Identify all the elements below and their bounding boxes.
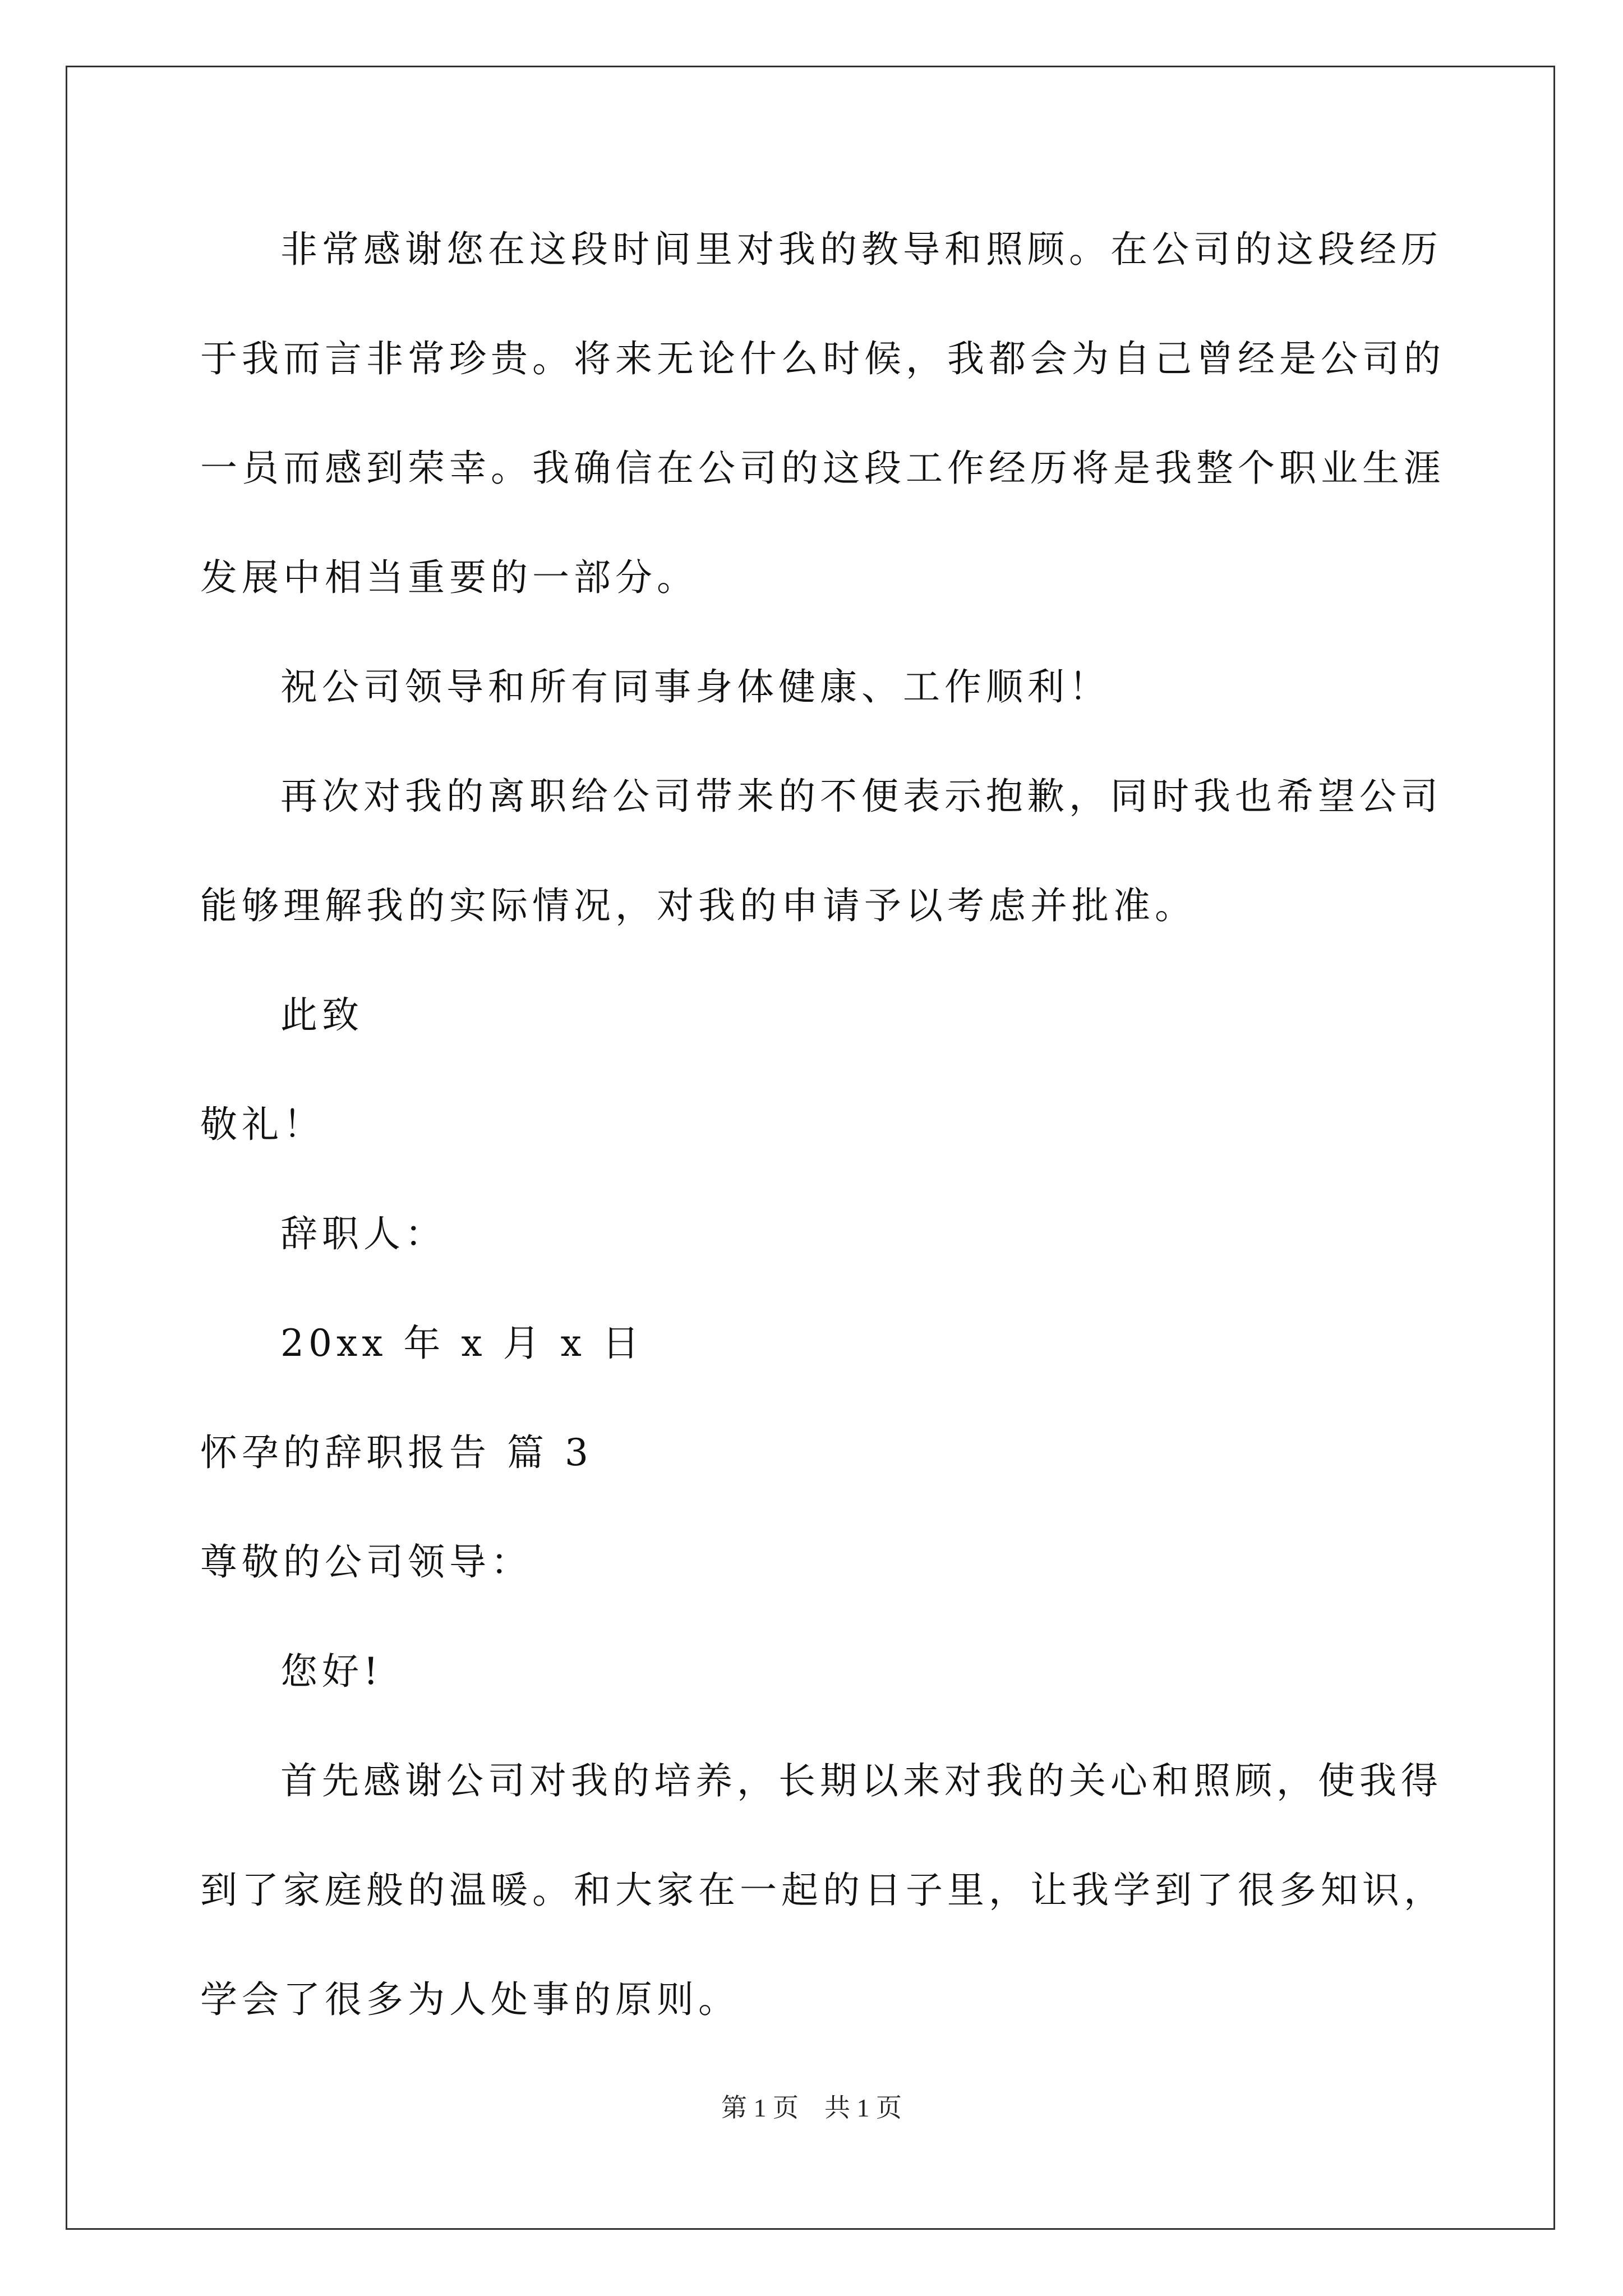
closing-regards: 敬礼！ <box>200 1103 325 1146</box>
paragraph-line: 到了家庭般的温暖。和大家在一起的日子里，让我学到了很多知识， <box>200 1869 1445 1912</box>
signature-label: 辞职人： <box>280 1212 446 1255</box>
paragraph-line: 祝公司领导和所有同事身体健康、工作顺利！ <box>280 665 1110 708</box>
paragraph-line: 首先感谢公司对我的培养，长期以来对我的关心和照顾，使我得 <box>280 1759 1442 1802</box>
paragraph-line: 再次对我的离职给公司带来的不便表示抱歉，同时我也希望公司 <box>280 775 1442 818</box>
letter-greeting: 您好! <box>280 1650 383 1693</box>
paragraph-line: 发展中相当重要的一部分。 <box>200 556 698 599</box>
page-footer: 第 1 页 共 1 页 <box>721 2093 902 2122</box>
letter-addressee: 尊敬的公司领导： <box>200 1540 532 1584</box>
paragraph-line: 学会了很多为人处事的原则。 <box>200 1978 740 2021</box>
paragraph-line: 能够理解我的实际情况，对我的申请予以考虑并批准。 <box>200 884 1196 927</box>
paragraph-line: 非常感谢您在这段时间里对我的教导和照顾。在公司的这段经历 <box>280 228 1442 271</box>
paragraph-line: 于我而言非常珍贵。将来无论什么时候，我都会为自己曾经是公司的 <box>200 337 1445 380</box>
section-title: 怀孕的辞职报告 篇 3 <box>200 1431 593 1474</box>
signature-date: 20xx 年 x 月 x 日 <box>280 1322 644 1365</box>
paragraph-line: 一员而感到荣幸。我确信在公司的这段工作经历将是我整个职业生涯 <box>200 447 1445 490</box>
closing-salutation: 此致 <box>280 993 363 1037</box>
